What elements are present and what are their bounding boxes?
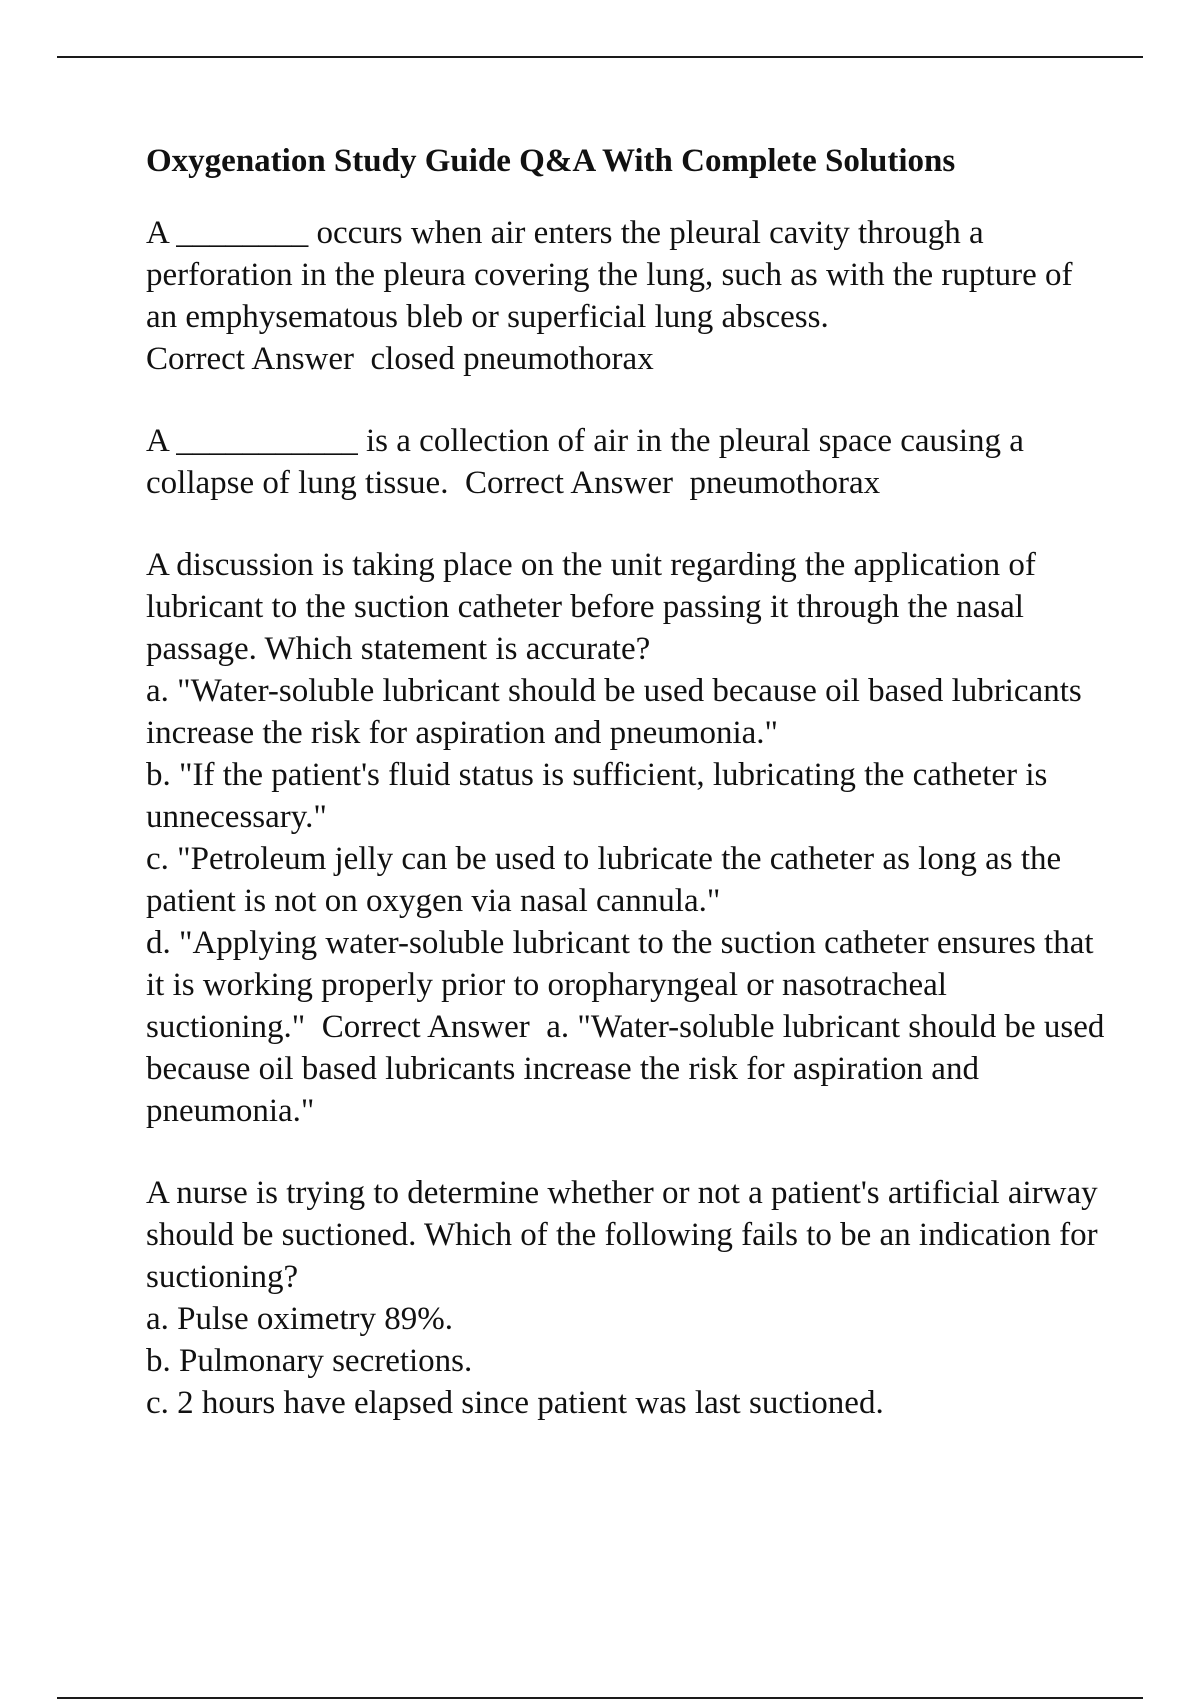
option-a: a. Pulse oximetry 89%. — [146, 1301, 454, 1337]
question-block-3 — [146, 544, 1113, 1132]
question-block-1 — [146, 212, 1106, 380]
page-title: Oxygenation Study Guide Q&A With Complete Solutions — [146, 143, 956, 179]
option-b: b. Pulmonary secretions. — [146, 1343, 473, 1379]
question-text: A discussion is taking place on the unit regarding the application of lubricant to the suction catheter before passing it through the nasal passage. Which statement is accurate? — [146, 547, 1036, 667]
option-c: c. "Petroleum jelly can be used to lubricate the catheter as long as the patient is not on oxygen via nasal cannula." — [146, 841, 1062, 919]
option-a: a. "Water-soluble lubricant should be used because oil based lubricants increase the risk for aspiration and pneumonia." — [146, 673, 1082, 751]
question-text: A nurse is trying to determine whether or not a patient's artificial airway should be suctioned. Which of the following fails to be an indication for suctioning? — [146, 1175, 1098, 1295]
bottom-divider — [57, 1697, 1143, 1699]
option-d-with-answer: d. "Applying water-soluble lubricant to the suction catheter ensures that it is working properly prior to oropharyngeal or nasotracheal suctioning." Correct Answer a. "Water-soluble lubricant should be used because oil based lubricants increase the risk for aspiration and pneumonia." — [146, 925, 1113, 1129]
correct-answer: Correct Answer closed pneumothorax — [146, 341, 654, 377]
option-b: b. "If the patient's fluid status is sufficient, lubricating the catheter is unnecessary." — [146, 757, 1048, 835]
question-block-2 — [146, 420, 1106, 504]
question-text: A ___________ is a collection of air in the pleural space causing a collapse of lung tissue. Correct Answer pneumothorax — [146, 423, 1033, 501]
option-c: c. 2 hours have elapsed since patient was last suctioned. — [146, 1385, 884, 1421]
question-text: A ________ occurs when air enters the pleural cavity through a perforation in the pleura covering the lung, such as with the rupture of an emphysematous bleb or superficial lung abscess. — [146, 215, 1073, 335]
document-body — [146, 140, 1113, 1464]
top-divider — [57, 56, 1143, 58]
question-block-4 — [146, 1172, 1106, 1424]
